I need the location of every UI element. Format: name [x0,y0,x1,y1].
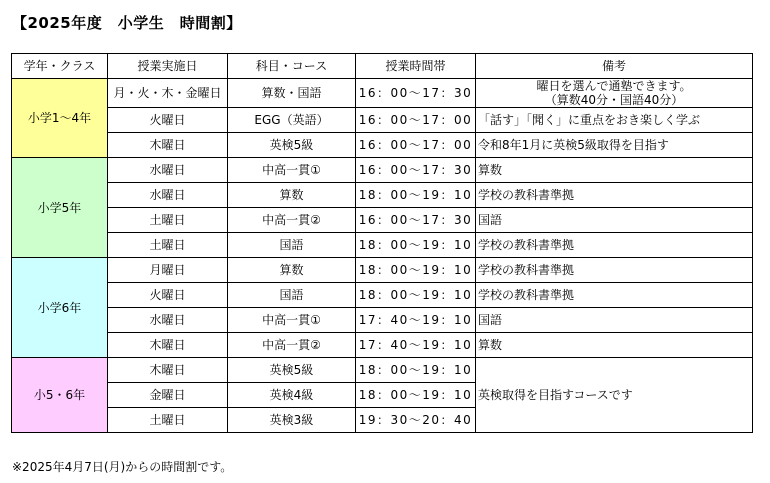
time-cell: 18：00〜19：10 [356,358,476,383]
table-row [12,79,753,108]
note-cell: 国語 [476,308,753,333]
grade-cell: 小5・6年 [12,358,108,433]
schedule-table [11,53,753,433]
day-cell: 月・火・木・金曜日 [108,79,228,108]
day-cell: 水曜日 [108,158,228,183]
note-cell: 算数 [476,158,753,183]
time-cell: 18：00〜19：10 [356,383,476,408]
subject-cell: 英検5級 [228,358,356,383]
time-cell: 18：00〜19：10 [356,183,476,208]
time-cell: 16：00〜17：30 [356,158,476,183]
subject-cell: 中高一貫② [228,208,356,233]
subject-cell: 算数 [228,183,356,208]
time-cell: 18：00〜19：10 [356,283,476,308]
subject-cell: 英検4級 [228,383,356,408]
table-row [12,283,753,308]
note-cell: 「話す」「聞く」に重点をおき楽しく学ぶ [476,108,753,133]
time-cell: 18：00〜19：10 [356,258,476,283]
table-row [12,308,753,333]
table-row [12,233,753,258]
day-cell: 月曜日 [108,258,228,283]
note-cell: 国語 [476,208,753,233]
subject-cell: 中高一貫① [228,308,356,333]
header-row [12,54,753,79]
note-cell: 学校の教科書準拠 [476,233,753,258]
time-cell: 17：40〜19：10 [356,333,476,358]
note-line: （算数40分・国語40分） [544,93,684,107]
time-cell: 18：00〜19：10 [356,233,476,258]
day-cell: 水曜日 [108,308,228,333]
subject-cell: 算数・国語 [228,79,356,108]
grade-cell: 小学1〜4年 [12,79,108,158]
time-cell: 17：40〜19：10 [356,308,476,333]
table-row [12,133,753,158]
header-day: 授業実施日 [108,54,228,79]
time-cell: 19：30〜20：40 [356,408,476,433]
subject-cell: EGG（英語） [228,108,356,133]
time-cell: 16：00〜17：00 [356,133,476,158]
day-cell: 水曜日 [108,183,228,208]
note-line: 曜日を選んで通塾できます。 [536,79,692,93]
subject-cell: 英検5級 [228,133,356,158]
time-cell: 16：00〜17：30 [356,79,476,108]
header-subject: 科目・コース [228,54,356,79]
note-cell: 算数 [476,333,753,358]
note-cell: 学校の教科書準拠 [476,183,753,208]
day-cell: 木曜日 [108,133,228,158]
day-cell: 木曜日 [108,333,228,358]
day-cell: 土曜日 [108,208,228,233]
subject-cell: 中高一貫① [228,158,356,183]
grade-cell: 小学6年 [12,258,108,358]
subject-cell: 国語 [228,283,356,308]
day-cell: 土曜日 [108,408,228,433]
subject-cell: 算数 [228,258,356,283]
day-cell: 火曜日 [108,283,228,308]
note-cell: 学校の教科書準拠 [476,258,753,283]
table-row [12,358,753,383]
day-cell: 土曜日 [108,233,228,258]
header-grade: 学年・クラス [12,54,108,79]
table-row [12,333,753,358]
table-row [12,183,753,208]
day-cell: 木曜日 [108,358,228,383]
note-cell [476,79,753,108]
table-row [12,258,753,283]
subject-cell: 国語 [228,233,356,258]
subject-cell: 英検3級 [228,408,356,433]
time-cell: 16：00〜17：00 [356,108,476,133]
page-title: 【2025年度 小学生 時間割】 [12,14,242,32]
table-row [12,158,753,183]
footnote: ※2025年4月7日(月)からの時間割です。 [12,460,233,474]
time-cell: 16：00〜17：30 [356,208,476,233]
note-cell: 英検取得を目指すコースです [476,358,753,433]
table-row [12,108,753,133]
note-cell: 令和8年1月に英検5級取得を目指す [476,133,753,158]
header-note: 備考 [476,54,753,79]
note-cell: 学校の教科書準拠 [476,283,753,308]
subject-cell: 中高一貫② [228,333,356,358]
grade-cell: 小学5年 [12,158,108,258]
day-cell: 火曜日 [108,108,228,133]
day-cell: 金曜日 [108,383,228,408]
header-time: 授業時間帯 [356,54,476,79]
table-row [12,208,753,233]
